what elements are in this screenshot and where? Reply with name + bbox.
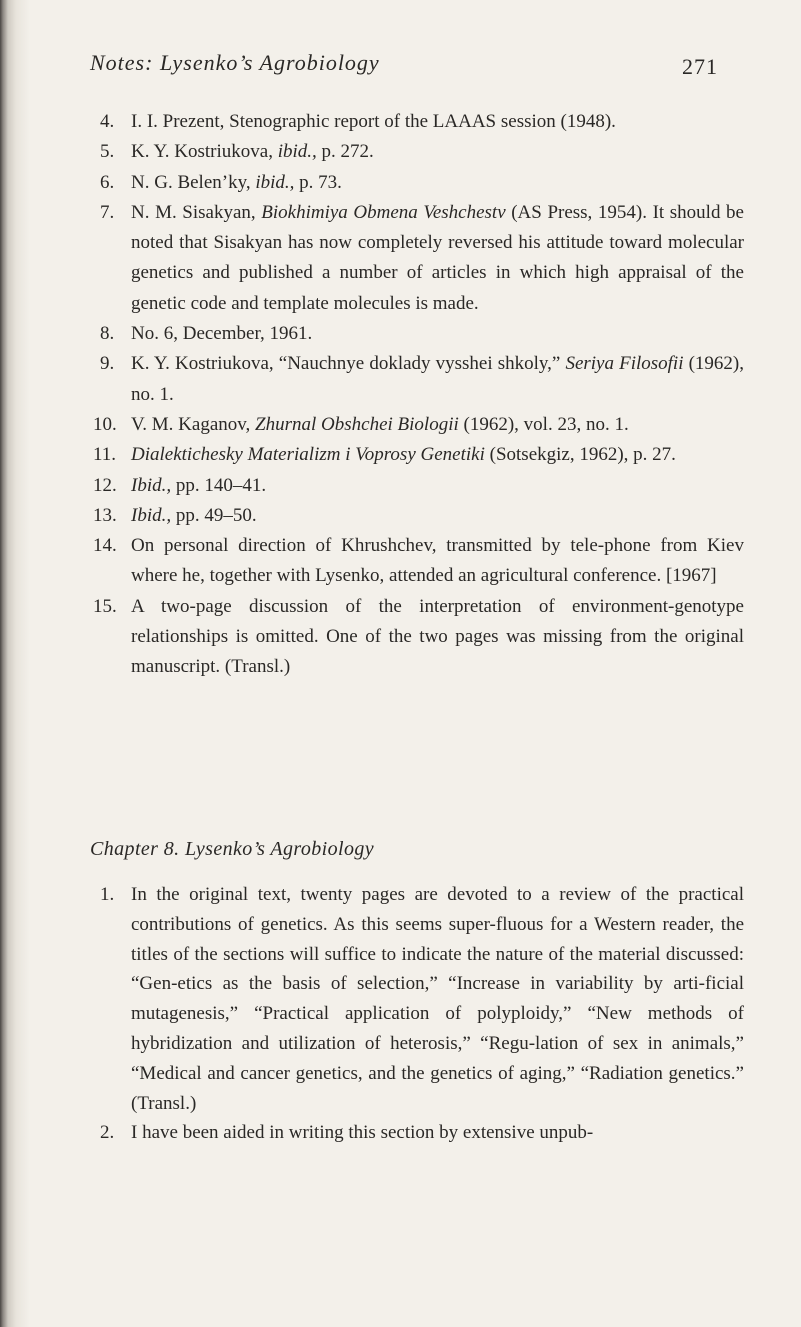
footnote bbox=[93, 531, 744, 592]
footnote-number: 15. bbox=[93, 595, 117, 617]
footnote bbox=[100, 168, 744, 198]
notes-list-continued bbox=[93, 107, 745, 683]
footnote-text: pp. 49–50. bbox=[171, 504, 257, 526]
footnote bbox=[100, 137, 744, 167]
footnote-title-italic: Zhurnal Obshchei Biologii bbox=[255, 413, 459, 435]
footnote-text: N. G. Belen’ky, bbox=[131, 171, 256, 193]
footnote-number: 14. bbox=[93, 535, 117, 557]
footnote-text: (AS Press, 1954). It should be noted that Sisakyan has now completely reversed his attitude toward molecular genetics and published a number of articles in which high appraisal of the genetic code and template molecules is made. bbox=[131, 201, 744, 314]
footnote-number: 1. bbox=[100, 884, 115, 905]
chapter-heading: Chapter 8. Lysenko’s Agrobiology bbox=[90, 838, 375, 860]
footnote-text: (1962), vol. 23, no. 1. bbox=[458, 413, 629, 435]
footnote bbox=[100, 198, 744, 319]
footnote-number: 7. bbox=[100, 201, 115, 223]
footnote bbox=[93, 471, 744, 501]
footnote-title-italic: ibid., bbox=[255, 171, 295, 193]
footnote-title-italic: Ibid., bbox=[131, 504, 172, 526]
footnote-text: (1962), no. 1. bbox=[131, 353, 745, 405]
footnote-text: (Sotsekgiz, 1962), p. 27. bbox=[484, 444, 676, 466]
footnote-title-italic: ibid., bbox=[277, 141, 317, 163]
footnote-text: K. Y. Kostriukova, “Nauchnye doklady vysshei shkoly,” bbox=[131, 353, 566, 375]
footnote bbox=[100, 880, 744, 1118]
footnote-text: N. M. Sisakyan, bbox=[131, 201, 262, 223]
footnote-text: p. 73. bbox=[294, 171, 342, 193]
footnote-title-italic: Ibid., bbox=[131, 474, 172, 496]
footnote-text: pp. 140–41. bbox=[171, 474, 267, 496]
footnote-title-italic: Biokhimiya Obmena Veshchestv bbox=[261, 201, 506, 223]
footnote-number: 8. bbox=[100, 323, 115, 345]
notes-list-chapter-8 bbox=[100, 880, 744, 1148]
footnote-number: 9. bbox=[100, 353, 115, 375]
footnote-text: p. 272. bbox=[316, 141, 374, 163]
footnote-number: 10. bbox=[93, 413, 117, 435]
footnote-number: 5. bbox=[100, 141, 115, 163]
footnote bbox=[100, 319, 744, 349]
footnote-number: 12. bbox=[93, 474, 117, 496]
footnote-text: I have been aided in writing this section by extensive unpub- bbox=[131, 1122, 594, 1144]
footnote bbox=[100, 1118, 744, 1148]
footnote-number: 11. bbox=[93, 444, 117, 466]
footnote-number: 4. bbox=[100, 111, 115, 132]
footnote bbox=[93, 501, 744, 531]
footnote-text: K. Y. Kostriukova, bbox=[131, 141, 278, 163]
footnote-title-italic: Seriya Filosofii bbox=[565, 353, 684, 375]
footnote-text: V. M. Kaganov, bbox=[131, 413, 256, 435]
footnote-text: In the original text, twenty pages are devoted to a review of the practical contributions of genetics. As this seems super-fluous for a Western reader, the titles of the sections will suffice to indicate the nature of the material discussed: “Gen-etics as the basis of selection,” “Increase in variability by arti-ficial mutagenesis,” “Practical application of polyploidy,” “New methods of hybridization and utilization of heterosis,” “Regu-lation of sex in animals,” “Medical and cancer genetics, and the genetics of aging,” “Radiation genetics.” (Transl.) bbox=[131, 884, 744, 1114]
footnote bbox=[93, 592, 744, 683]
footnote-number: 2. bbox=[100, 1122, 115, 1144]
footnote-text: A two-page discussion of the interpretation of environment-genotype relationships is omitted. One of the two pages was missing from the original manuscript. (Transl.) bbox=[131, 595, 744, 678]
footnote bbox=[100, 349, 744, 410]
footnote-title-italic: Dialektichesky Materializm i Voprosy Genetiki bbox=[131, 444, 485, 466]
page-number: 271 bbox=[682, 54, 718, 79]
running-head: Notes: Lysenko’s Agrobiology bbox=[90, 50, 380, 75]
footnote bbox=[100, 107, 744, 137]
footnote-text: I. I. Prezent, Stenographic report of the LAAAS session (1948). bbox=[131, 111, 616, 132]
footnote-text: On personal direction of Khrushchev, transmitted by tele-phone from Kiev where he, together with Lysenko, attended an agricultural conference. [1967] bbox=[131, 535, 744, 587]
footnote-number: 6. bbox=[100, 171, 115, 193]
footnote bbox=[93, 410, 744, 440]
footnote bbox=[93, 440, 744, 470]
footnote-text: No. 6, December, 1961. bbox=[131, 323, 313, 345]
footnote-number: 13. bbox=[93, 504, 117, 526]
